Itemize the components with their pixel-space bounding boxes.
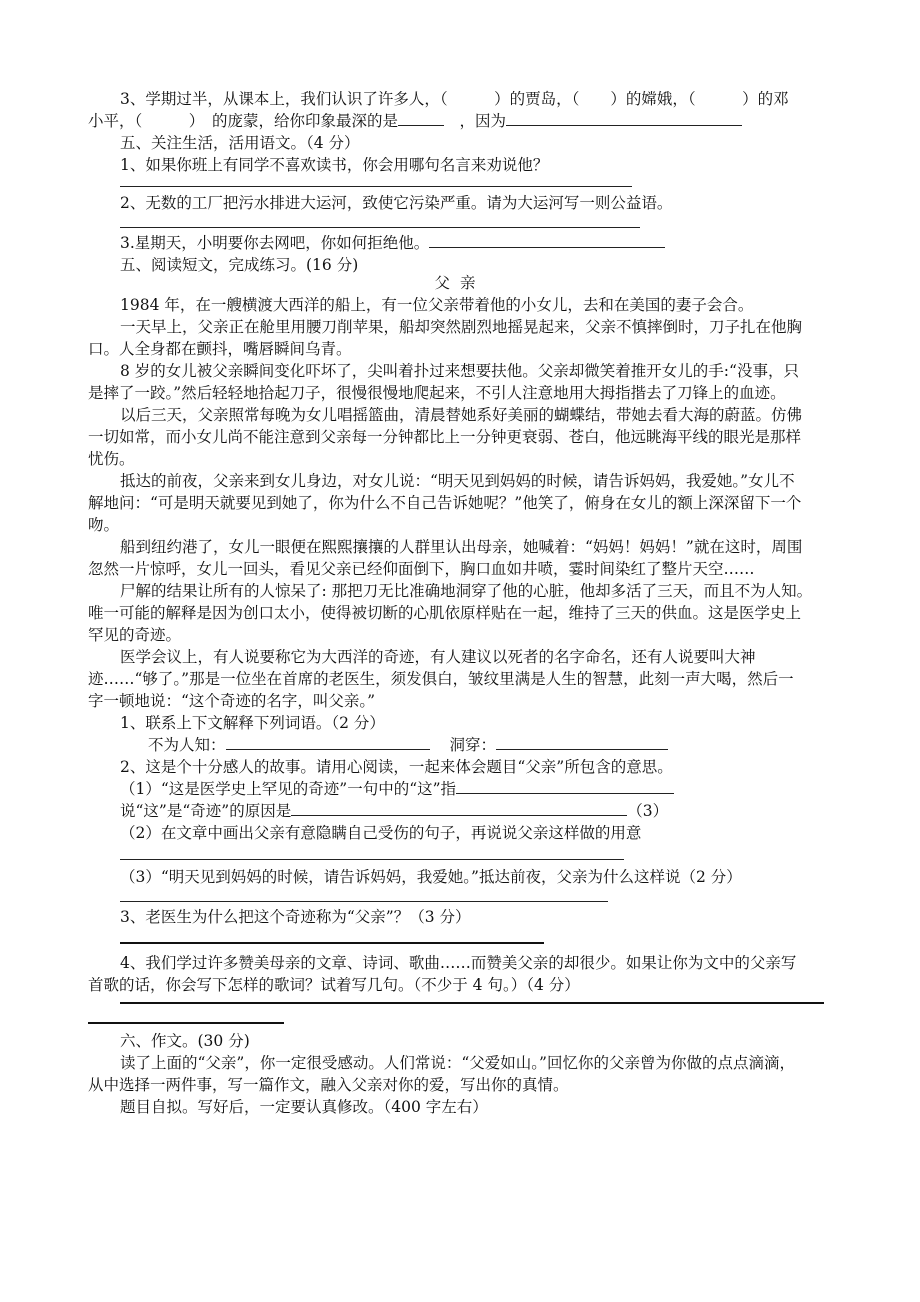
answer-blank[interactable] [226, 734, 430, 750]
answer-blank[interactable] [506, 110, 742, 126]
article-paragraph: 解地问：“可是明天就要见到她了，你为什么不自己告诉她呢？”他笑了，俯身在女儿的额上深深留下一个 [88, 494, 802, 512]
article-paragraph: 唯一可能的解释是因为创口太小，使得被切断的心肌依原样贴在一起，维持了三天的供血。这是医学史上 [88, 604, 802, 622]
reading-question-2-2: （2）在文章中画出父亲有意隐瞒自己受伤的句子，再说说父亲这样做的用意 [120, 824, 642, 842]
life-question-3-text: 3.星期天，小明要你去网吧，你如何拒绝他。 [120, 234, 430, 252]
life-question-3 [120, 232, 828, 254]
section-5-heading: 五、关注生活，活用语文。（4 分） [120, 134, 360, 152]
article-paragraph: 字一顿地说：“这个奇迹的名字，叫父亲。” [88, 692, 376, 710]
reading-question-1-items [148, 734, 828, 756]
article-paragraph: 罕见的奇迹。 [88, 626, 182, 644]
article-paragraph: 忽然一片惊呼，女儿一回头，看见父亲已经仰面倒下，胸口血如井喷，霎时间染红了整片天空…… [88, 560, 755, 578]
article-paragraph: 一切如常，而小女儿尚不能注意到父亲每一分钟都比上一分钟更衰弱、苍白，他远眺海平线的眼光是那样 [88, 428, 802, 446]
reading-question-2-3: （3）“明天见到妈妈的时候，请告诉妈妈，我爱她。”抵达前夜，父亲为什么这样说（2 分） [120, 868, 742, 886]
article-paragraph: 忧伤。 [88, 450, 135, 468]
life-question-1: 1、如果你班上有同学不喜欢读书，你会用哪句名言来劝说他？ [120, 156, 549, 174]
article-paragraph: 以后三天，父亲照常每晚为女儿唱摇篮曲，清晨替她系好美丽的蝴蝶结，带她去看大海的蔚蓝。仿佛 [120, 406, 803, 424]
question-3-text-b: ，因为 [444, 112, 507, 130]
question-3-text-a: 小平，（ ） 的庞蒙，给你印象最深的是 [88, 112, 399, 130]
article-paragraph: 船到纽约港了，女儿一眼便在熙熙攘攘的人群里认出母亲，她喊着：“妈妈！妈妈！”就在这时，周围 [120, 538, 803, 556]
reading-question-2-1-reason [120, 800, 828, 822]
reading-question-4-line-2: 首歌的话，你会写下怎样的歌词？试着写几句。（不少于 4 句。）（4 分） [88, 976, 580, 994]
answer-blank[interactable] [398, 110, 444, 126]
answer-blank[interactable] [429, 232, 665, 248]
term-dong-chuan: 洞穿： [449, 736, 497, 754]
article-paragraph: 尸解的结果让所有的人惊呆了: 那把刀无比准确地洞穿了他的心脏，他却多活了三天，而且不为人知。 [120, 582, 813, 600]
reading-question-2: 2、这是个十分感人的故事。请用心阅读，一起来体会题目“父亲”所包含的意思。 [120, 758, 673, 776]
article-paragraph: 8 岁的女儿被父亲瞬间变化吓坏了，尖叫着扑过来想要扶他。父亲却微笑着推开女儿的手:“没事，只 [120, 362, 799, 380]
article-paragraph: 抵达的前夜，父亲来到女儿身边，对女儿说：“明天见到妈妈的时候，请告诉妈妈，我爱她。”女儿不 [120, 472, 795, 490]
article-paragraph: 医学会议上，有人说要称它为大西洋的奇迹，有人建议以死者的名字命名，还有人说要叫大神 [120, 648, 756, 666]
answer-line[interactable] [120, 227, 640, 228]
answer-blank[interactable] [456, 778, 674, 794]
reading-question-2-1-text: （1）“这是医学史上罕见的奇迹”一句中的“这”指 [120, 780, 457, 798]
article-paragraph: 迹……“够了。”那是一位坐在首席的老医生，须发俱白，皱纹里满是人生的智慧，此刻一声大喝，然后一 [88, 670, 794, 688]
answer-line[interactable] [120, 942, 544, 944]
article-paragraph: 口。人全身都在颤抖，嘴唇瞬间乌青。 [88, 340, 352, 358]
composition-prompt: 从中选择一两件事，写一篇作文，融入父亲对你的爱，写出你的真情。 [88, 1076, 569, 1094]
article-paragraph: 吻。 [88, 516, 120, 534]
answer-blank[interactable] [496, 734, 668, 750]
reading-question-3: 3、老医生为什么把这个奇迹称为“父亲”？（3 分） [120, 908, 471, 926]
composition-requirements: 题目自拟。写好后，一定要认真修改。（400 字左右） [120, 1098, 488, 1116]
answer-line[interactable] [120, 859, 624, 860]
article-paragraph: 1984 年，在一艘横渡大西洋的船上，有一位父亲带着他的小女儿，去和在美国的妻子会合。 [120, 296, 754, 314]
reading-question-2-1-score: （3） [627, 802, 669, 820]
reading-question-2-1 [120, 778, 828, 800]
reading-question-2-1-reason-text: 说“这”是“奇迹”的原因是 [120, 802, 292, 820]
article-paragraph: 是摔了一跤。”然后轻轻地拾起刀子，很慢很慢地爬起来，不引人注意地用大拇指揩去了刀锋上的血迹。 [88, 384, 786, 402]
question-3-line-1: 3、学期过半，从课本上，我们认识了许多人，（ ）的贾岛，（ ）的嫦娥，（ ）的邓 [120, 90, 789, 108]
answer-line[interactable] [120, 186, 632, 187]
term-bu-wei-ren-zhi: 不为人知： [148, 736, 226, 754]
reading-question-1: 1、联系上下文解释下列词语。（2 分） [120, 714, 385, 732]
composition-prompt: 读了上面的“父亲”，你一定很受感动。人们常说：“父爱如山。”回忆你的父亲曾为你做的点点滴滴， [120, 1054, 795, 1072]
life-question-2: 2、无数的工厂把污水排进大运河，致使它污染严重。请为大运河写一则公益语。 [120, 194, 673, 212]
reading-section-heading: 五、阅读短文，完成练习。(16 分) [120, 256, 359, 274]
section-6-heading: 六、作文。(30 分) [120, 1032, 250, 1050]
article-paragraph: 一天早上，父亲正在舱里用腰刀削苹果，船却突然剧烈地摇晃起来，父亲不慎摔倒时，刀子扎在他胸 [120, 318, 803, 336]
answer-line[interactable] [120, 1002, 824, 1004]
article-title: 父亲 [434, 274, 486, 292]
answer-line[interactable] [88, 1022, 284, 1024]
question-3-line-2 [88, 110, 828, 132]
answer-blank[interactable] [291, 800, 627, 816]
reading-question-4-line-1: 4、我们学过许多赞美母亲的文章、诗词、歌曲……而赞美父亲的却很少。如果让你为文中的父亲写 [120, 954, 797, 972]
answer-line[interactable] [120, 901, 608, 902]
